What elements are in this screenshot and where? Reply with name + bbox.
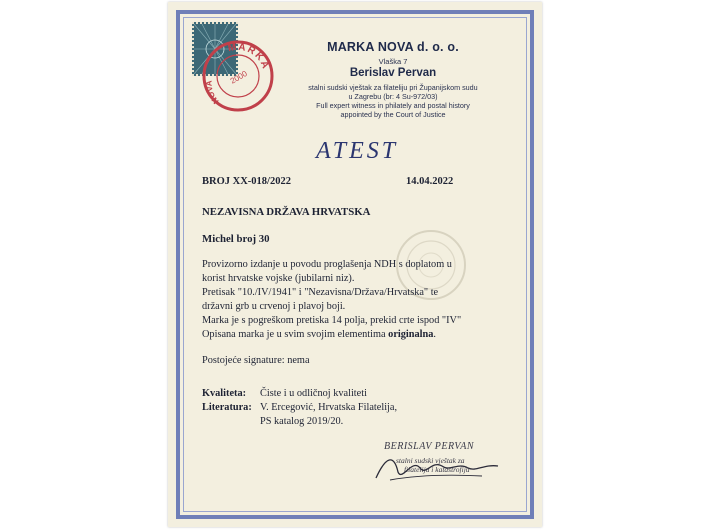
description-line-6 <box>202 329 436 340</box>
literature-value-2: PS katalog 2019/20. <box>260 416 344 427</box>
description-line-2: korist hrvatske vojske (jubilarni niz). <box>202 273 355 284</box>
quality-value: Čiste i u odličnoj kvaliteti <box>260 388 367 399</box>
description-line-6-end: . <box>433 329 436 340</box>
expert-credential-en-1: Full expert witness in philately and postal history <box>316 101 470 110</box>
expert-credential-hr-1: stalni sudski vještak za filateliju pri Županijskom sudu <box>308 83 478 92</box>
michel-number: Michel broj 30 <box>202 233 270 245</box>
svg-text:MARKA: MARKA <box>227 41 272 72</box>
expert-credential-en-2: appointed by the Court of Justice <box>340 110 446 119</box>
issuing-country: NEZAVISNA DRŽAVA HRVATSKA <box>202 206 371 218</box>
company-street: Vlaška 7 <box>378 57 408 66</box>
description-line-3: Pretisak "10./IV/1941" i "Nezavisna/Država/Hrvatska" te <box>202 287 439 298</box>
certificate-date: 14.04.2022 <box>406 176 454 187</box>
quality-label: Kvaliteta: <box>202 388 247 399</box>
svg-text:2000: 2000 <box>228 68 249 86</box>
description-line-1: Provizorno izdanje u povodu proglašenja NDH s doplatom u <box>202 259 452 270</box>
signoff-line-1: stalni sudski vještak za <box>396 456 465 465</box>
signoff-line-2: filateliju i katastrofiju <box>404 465 470 474</box>
verdict-original: originalna <box>388 329 434 340</box>
company-name: MARKA NOVA d. o. o. <box>327 40 459 54</box>
description-line-6-text: Opisana marka je u svim svojim elementima <box>202 329 389 340</box>
literature-label: Literatura: <box>202 402 252 413</box>
description-line-5: Marka je s pogreškom pretiska 14 polja, prekid crte ispod "IV" <box>202 315 462 326</box>
svg-text:NOVA: NOVA <box>204 80 221 106</box>
expert-credential-hr-2: u Zagrebu (br: 4 Su-972/03) <box>348 92 438 101</box>
certificate-sheet <box>168 2 542 527</box>
description-line-4: državni grb u crvenoj i plavoj boji. <box>202 301 346 312</box>
literature-value-1: V. Ercegović, Hrvatska Filatelija, <box>260 402 398 413</box>
handwritten-signature <box>372 450 502 484</box>
expert-name: Berislav Pervan <box>349 67 437 79</box>
existing-signatures: Postojeće signature: nema <box>202 355 310 366</box>
document-title: ATEST <box>316 138 399 164</box>
certificate-number: BROJ XX-018/2022 <box>202 176 291 187</box>
company-seal <box>198 36 278 116</box>
signoff-name: BERISLAV PERVAN <box>384 441 475 452</box>
